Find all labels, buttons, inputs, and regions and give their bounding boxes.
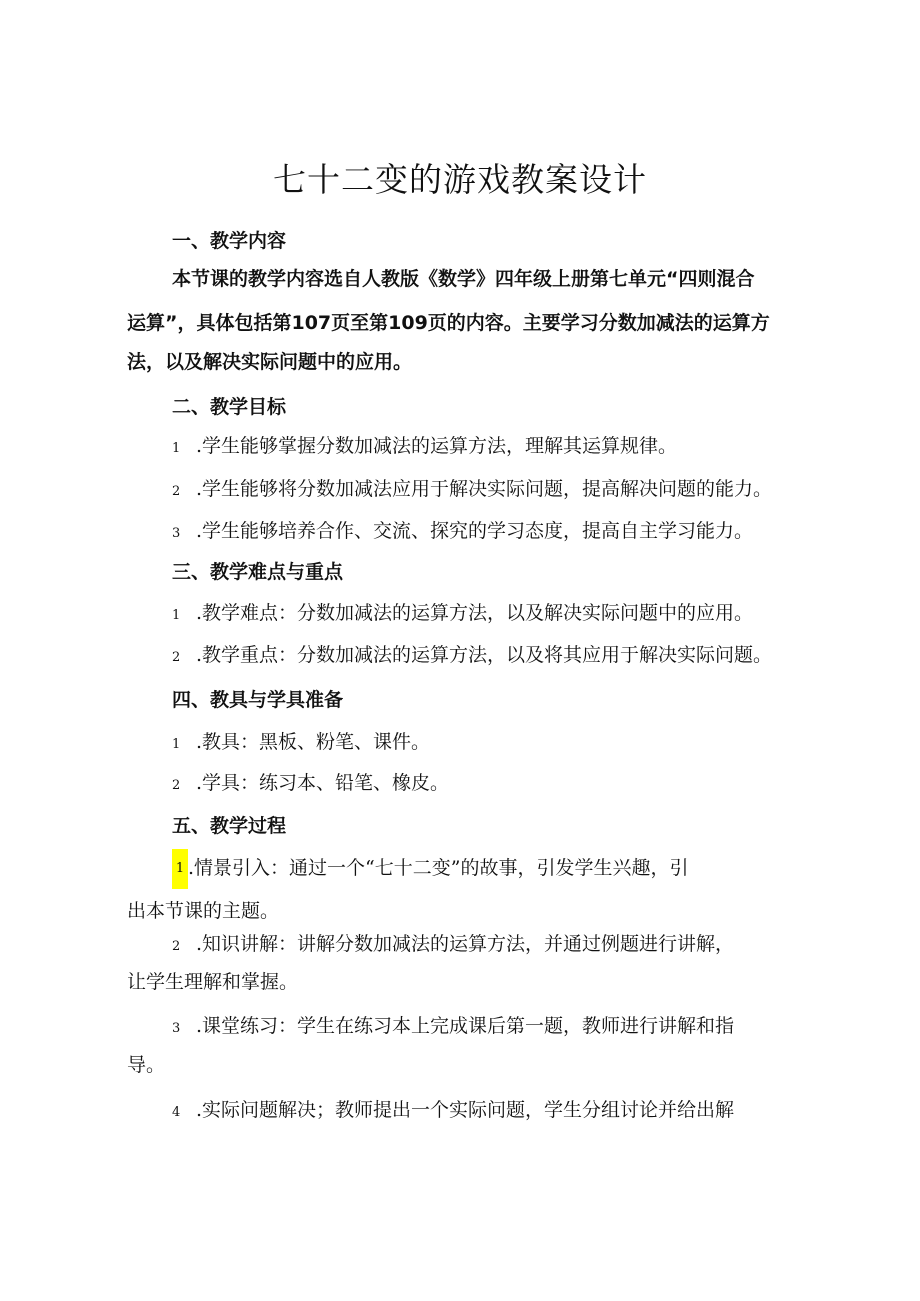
item-text: .教学重点：分数加减法的运算方法，以及将其应用于解决实际问题。: [196, 644, 773, 666]
section-heading-content: 一、教学内容: [172, 230, 287, 252]
list-item: [172, 598, 753, 631]
item-text: .实际问题解决；教师提出一个实际问题，学生分组讨论并给出解: [196, 1099, 735, 1121]
item-number: 1: [172, 608, 181, 623]
section-heading-objectives: 二、教学目标: [172, 396, 287, 418]
item-number: 2: [172, 939, 181, 954]
list-item: [172, 1011, 734, 1044]
list-item: [172, 640, 772, 673]
item-text: .学生能够将分数加减法应用于解决实际问题，提高解决问题的能力。: [196, 478, 773, 500]
list-item-continuation: 让学生理解和掌握。: [127, 971, 299, 993]
list-item-continuation: 导。: [127, 1054, 166, 1076]
paragraph-line: 运算”，具体包括第107页至第109页的内容。主要学习分数加减法的运算方: [127, 312, 770, 334]
paragraph-line: 本节课的教学内容选自人教版《数学》四年级上册第七单元“四则混合: [172, 268, 755, 290]
item-text: .情景引入：通过一个“七十二变”的故事，引发学生兴趣，引: [188, 857, 689, 879]
item-number: 3: [172, 526, 181, 541]
item-text: .知识讲解：讲解分数加减法的运算方法，并通过例题进行讲解，: [196, 933, 735, 955]
item-number: 4: [172, 1105, 181, 1120]
item-number: 1: [172, 441, 181, 456]
list-item-continuation: 出本节课的主题。: [127, 900, 280, 922]
paragraph-line: 法，以及解决实际问题中的应用。: [127, 351, 413, 373]
item-text: .教具：黑板、粉笔、课件。: [196, 731, 431, 753]
item-text: .学生能够培养合作、交流、探究的学习态度，提高自主学习能力。: [196, 520, 754, 542]
item-number: 2: [172, 484, 181, 499]
item-number: 2: [172, 778, 181, 793]
item-number-highlighted: 1: [172, 849, 188, 889]
list-item: [172, 1095, 734, 1128]
section-heading-process: 五、教学过程: [172, 815, 287, 837]
section-heading-materials: 四、教具与学具准备: [172, 689, 344, 711]
item-number: 3: [172, 1021, 181, 1036]
list-item: [172, 848, 688, 889]
list-item: [172, 768, 449, 801]
list-item: [172, 474, 772, 507]
list-item: [172, 516, 753, 549]
item-text: .课堂练习：学生在练习本上完成课后第一题，教师进行讲解和指: [196, 1015, 735, 1037]
list-item: [172, 727, 430, 760]
list-item: [172, 431, 677, 464]
item-text: .教学难点：分数加减法的运算方法，以及解决实际问题中的应用。: [196, 602, 754, 624]
item-number: 2: [172, 650, 181, 665]
list-item: [172, 929, 734, 962]
item-text: .学生能够掌握分数加减法的运算方法，理解其运算规律。: [196, 435, 678, 457]
section-heading-difficulties: 三、教学难点与重点: [172, 561, 344, 583]
document-title: 七十二变的游戏教案设计: [273, 160, 647, 199]
item-number: 1: [172, 737, 181, 752]
item-text: .学具：练习本、铅笔、橡皮。: [196, 772, 450, 794]
